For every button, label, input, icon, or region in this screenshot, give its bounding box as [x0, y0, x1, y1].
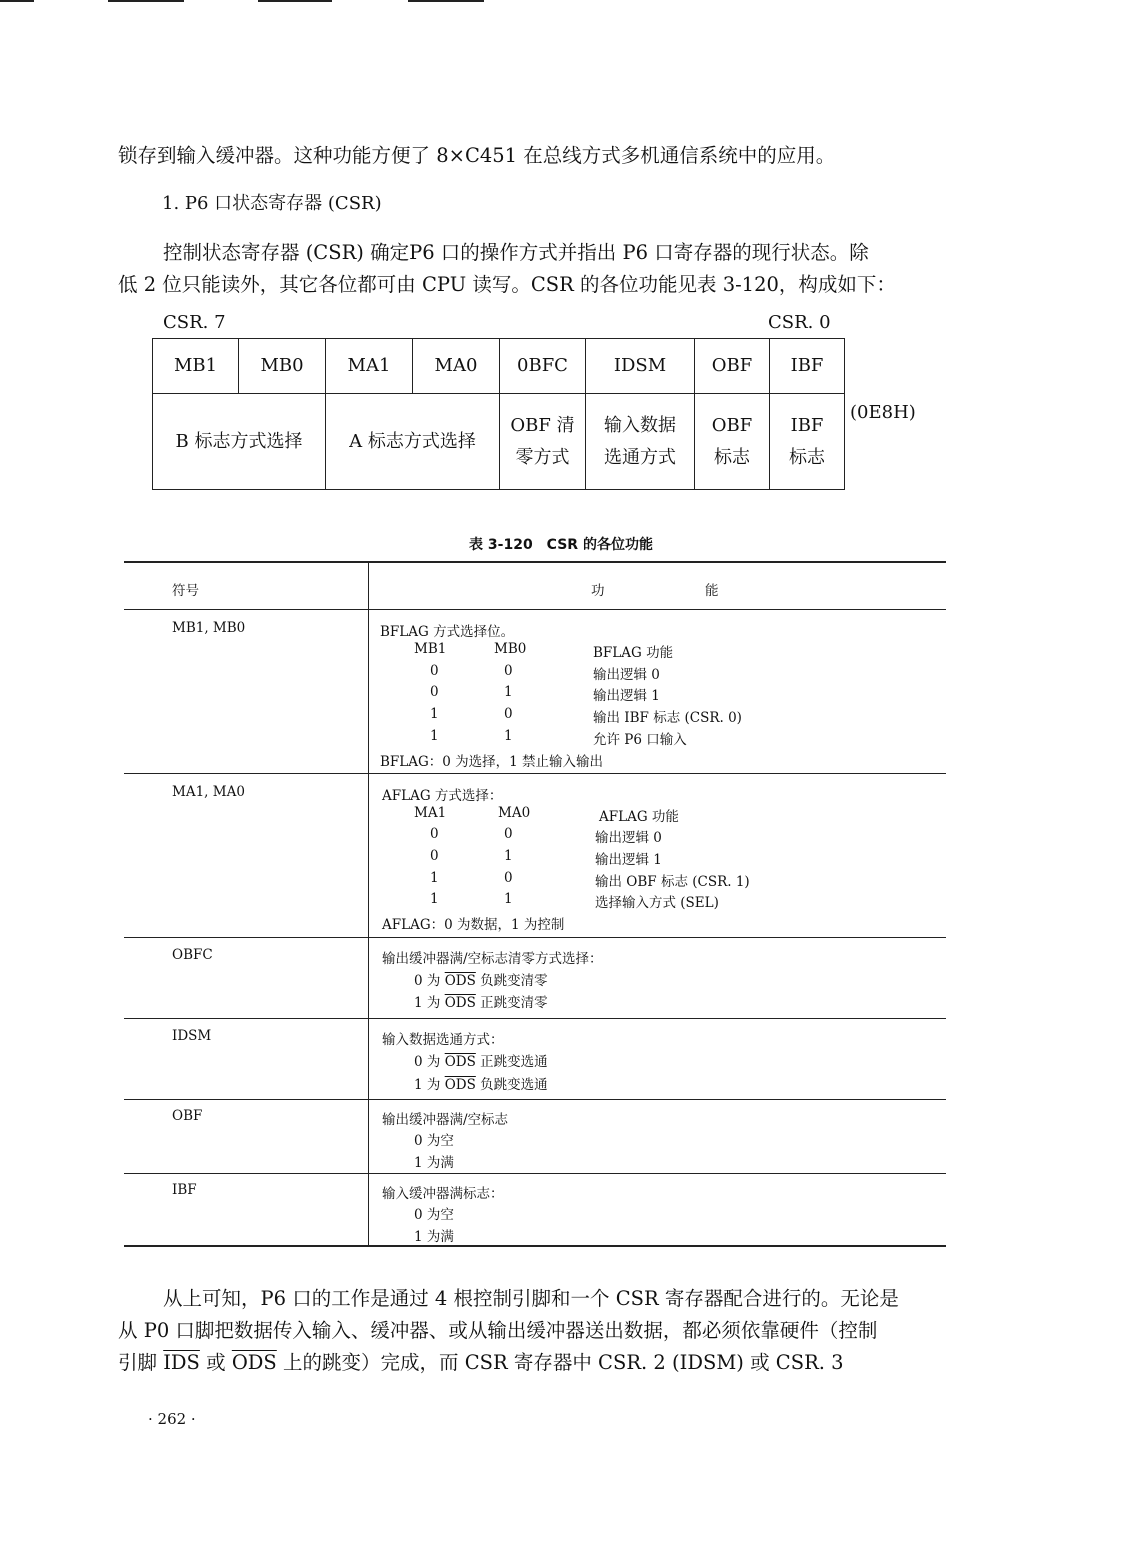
register-lsb-label: CSR. 0	[768, 312, 831, 333]
row-obfc-line2-post: 正跳变清零	[480, 995, 548, 1011]
closing-line-3-b: 或	[199, 1351, 232, 1374]
row-obfc-line1-signal: $\overline{ODS}$	[444, 973, 476, 989]
bit-idsm: IDSM	[585, 338, 695, 394]
table-head-rule	[124, 609, 946, 610]
top-rule-2	[108, 0, 184, 2]
table-top-rule	[124, 561, 946, 563]
row-ibf-line1: 0 为空	[414, 1207, 454, 1223]
row-mb-col2: MB0	[494, 641, 527, 657]
row-ma-r2-f: 输出逻辑 1	[595, 852, 662, 868]
row-mb-title: BFLAG 方式选择位。	[380, 624, 515, 640]
desc-obfc	[499, 393, 586, 490]
row-idsm-line1-pre: 0 为	[414, 1054, 441, 1070]
row-ma-r4-f: 选择输入方式 (SEL)	[595, 895, 719, 911]
row-mb-r2-f: 输出逻辑 1	[593, 688, 660, 704]
csr-register-diagram	[152, 338, 845, 490]
bit-obf: OBF	[694, 338, 770, 394]
row-mb-r4-a: 1	[430, 728, 439, 744]
intro-line: 锁存到输入缓冲器。这种功能方便了 8×C451 在总线方式多机通信系统中的应用。	[118, 144, 836, 167]
row-obfc-line1-pre: 0 为	[414, 973, 441, 989]
row-mb-symbol: MB1, MB0	[172, 620, 246, 636]
row-idsm-line2-signal: $\overline{ODS}$	[444, 1077, 476, 1093]
row-ma-title: AFLAG 方式选择：	[382, 788, 503, 804]
bit-ma0: MA0	[412, 338, 500, 394]
desc-obfc-line2: 零方式	[515, 446, 570, 468]
bit-mb1: MB1	[152, 338, 239, 394]
row-obfc-line1	[414, 969, 548, 989]
row-ma-r3-a: 1	[430, 870, 439, 886]
row-obf-line1: 0 为空	[414, 1133, 454, 1149]
row-obfc-line2-signal: $\overline{ODS}$	[444, 995, 476, 1011]
top-rule-4	[408, 0, 484, 2]
bit-mb0: MB0	[238, 338, 326, 394]
row-ma-r1-f: 输出逻辑 0	[595, 830, 662, 846]
row-ma-r4-a: 1	[430, 891, 439, 907]
row-ma-symbol: MA1, MA0	[172, 784, 245, 800]
row-ma-r1-a: 0	[430, 826, 439, 842]
row-idsm-line1	[414, 1050, 548, 1070]
row-rule-4	[124, 1099, 946, 1100]
top-rule-3	[258, 0, 332, 2]
row-mb-r3-a: 1	[430, 706, 439, 722]
row-ma-note: AFLAG：0 为数据，1 为控制	[382, 917, 565, 933]
bit-ma1: MA1	[325, 338, 413, 394]
row-ma-r2-b: 1	[504, 848, 513, 864]
row-idsm-title: 输入数据选通方式：	[382, 1032, 504, 1048]
head-symbol: 符号	[172, 583, 199, 599]
row-mb-r1-f: 输出逻辑 0	[593, 667, 660, 683]
row-rule-5	[124, 1173, 946, 1174]
closing-line-1: 从上可知，P6 口的工作是通过 4 根控制引脚和一个 CSR 寄存器配合进行的。无论是	[163, 1287, 899, 1310]
bit-ibf: IBF	[769, 338, 845, 394]
row-obf-symbol: OBF	[172, 1108, 203, 1124]
closing-line-3-c: 上的跳变）完成，而 CSR 寄存器中 CSR. 2 (IDSM) 或 CSR. 3	[276, 1351, 844, 1374]
desc-a-flag: A 标志方式选择	[325, 393, 500, 490]
row-obfc-line1-post: 负跳变清零	[480, 973, 548, 989]
row-ma-col2: MA0	[498, 805, 531, 821]
row-obfc-symbol: OBFC	[172, 947, 213, 963]
desc-idsm	[585, 393, 695, 490]
row-rule-1	[124, 773, 946, 774]
row-rule-2	[124, 937, 946, 938]
closing-ods-signal: $\overline{ODS}$	[231, 1351, 277, 1374]
table-bottom-rule	[124, 1245, 946, 1247]
paragraph-line-1: 控制状态寄存器 (CSR) 确定P6 口的操作方式并指出 P6 口寄存器的现行状态。除	[163, 241, 869, 264]
row-mb-note: BFLAG：0 为选择，1 禁止输入输出	[380, 754, 604, 770]
desc-obfc-line1: OBF 清	[510, 414, 575, 436]
row-obf-title: 输出缓冲器满/空标志	[382, 1112, 509, 1128]
row-ibf-title: 输入缓冲器满标志：	[382, 1186, 504, 1202]
row-idsm-line2-pre: 1 为	[414, 1077, 441, 1093]
head-function-1: 功	[591, 583, 605, 599]
row-ma-r3-f: 输出 OBF 标志 (CSR. 1)	[595, 874, 750, 890]
top-rule-1	[0, 0, 34, 2]
register-address: (0E8H)	[850, 402, 916, 423]
row-ibf-symbol: IBF	[172, 1182, 197, 1198]
desc-idsm-line1: 输入数据	[604, 414, 676, 436]
desc-ibf	[769, 393, 845, 490]
row-ma-r4-b: 1	[504, 891, 513, 907]
head-function-2: 能	[705, 583, 719, 599]
desc-obf	[694, 393, 770, 490]
closing-line-3-a: 引脚	[118, 1351, 164, 1374]
row-ma-col1: MA1	[414, 805, 447, 821]
row-mb-r2-b: 1	[504, 684, 513, 700]
row-obfc-line2-pre: 1 为	[414, 995, 441, 1011]
table-title: 表 3-120 CSR 的各位功能	[469, 537, 653, 553]
row-obfc-title: 输出缓冲器满/空标志清零方式选择：	[382, 951, 603, 967]
row-obf-line2: 1 为满	[414, 1155, 454, 1171]
row-mb-r3-b: 0	[504, 706, 513, 722]
row-idsm-line1-signal: $\overline{ODS}$	[444, 1054, 476, 1070]
row-mb-r2-a: 0	[430, 684, 439, 700]
table-column-divider	[368, 562, 369, 1246]
closing-line-2: 从 P0 口脚把数据传入输入、缓冲器、或从输出缓冲器送出数据，都必须依靠硬件（控制	[118, 1319, 878, 1342]
desc-b-flag: B 标志方式选择	[152, 393, 326, 490]
closing-line-3	[118, 1347, 844, 1379]
paragraph-line-2: 低 2 位只能读外，其它各位都可由 CPU 读写。CSR 的各位功能见表 3-120，构成如下：	[118, 273, 896, 296]
row-ma-r3-b: 0	[504, 870, 513, 886]
row-mb-col3: BFLAG 功能	[593, 645, 674, 661]
row-ma-col3: AFLAG 功能	[599, 809, 679, 825]
row-mb-col1: MB1	[414, 641, 447, 657]
desc-ibf-line1: IBF	[790, 414, 824, 436]
row-mb-r1-a: 0	[430, 663, 439, 679]
desc-idsm-line2: 选通方式	[604, 446, 676, 468]
row-mb-r4-f: 允许 P6 口输入	[593, 732, 687, 748]
row-mb-r4-b: 1	[504, 728, 513, 744]
row-idsm-line1-post: 正跳变选通	[480, 1054, 548, 1070]
row-idsm-line2-post: 负跳变选通	[480, 1077, 548, 1093]
bit-obfc: 0BFC	[499, 338, 586, 394]
row-mb-r1-b: 0	[504, 663, 513, 679]
closing-ids-signal: $\overline{IDS}$	[163, 1351, 200, 1374]
page-number: · 262 ·	[148, 1410, 196, 1428]
register-msb-label: CSR. 7	[163, 312, 226, 333]
row-idsm-line2	[414, 1073, 548, 1093]
row-ma-r1-b: 0	[504, 826, 513, 842]
row-rule-3	[124, 1018, 946, 1019]
desc-obf-line1: OBF	[711, 414, 753, 436]
desc-ibf-line2: 标志	[789, 446, 825, 468]
desc-obf-line2: 标志	[714, 446, 750, 468]
row-idsm-symbol: IDSM	[172, 1028, 212, 1044]
section-heading: 1. P6 口状态寄存器 (CSR)	[162, 193, 382, 214]
row-mb-r3-f: 输出 IBF 标志 (CSR. 0)	[593, 710, 742, 726]
row-ibf-line2: 1 为满	[414, 1229, 454, 1245]
row-obfc-line2	[414, 991, 548, 1011]
row-ma-r2-a: 0	[430, 848, 439, 864]
